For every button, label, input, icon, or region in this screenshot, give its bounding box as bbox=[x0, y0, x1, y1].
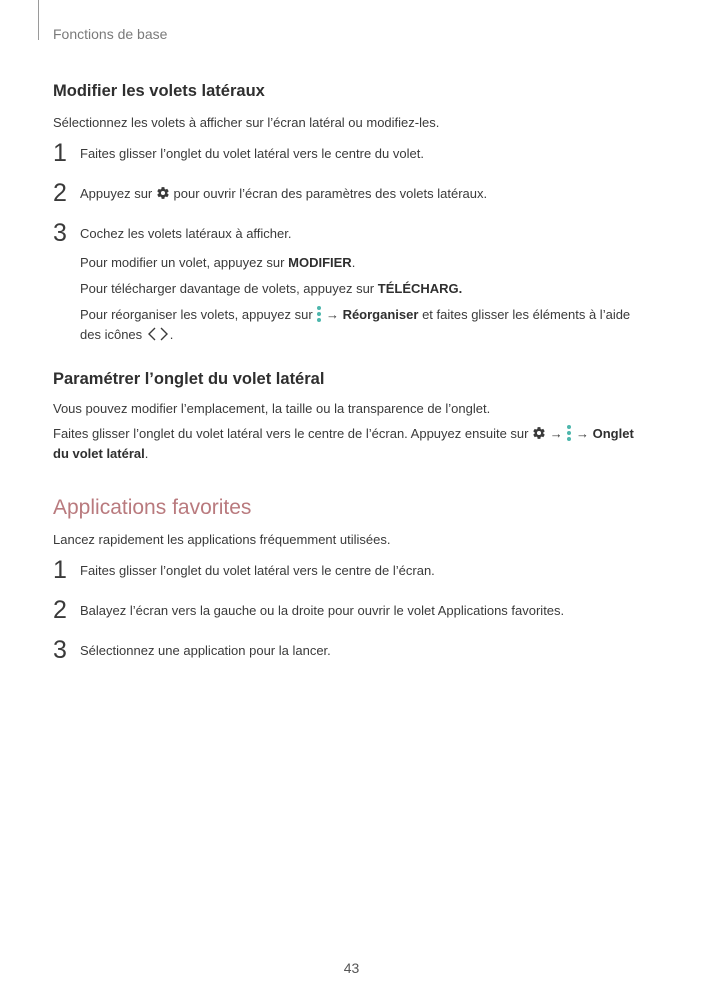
sub-text: Pour modifier un volet, appuyez sur bbox=[80, 255, 285, 270]
heading-parametrer-onglet: Paramétrer l’onglet du volet latéral bbox=[53, 370, 325, 388]
sub-text: et faites glisser les éléments à l’aide des icônes bbox=[80, 307, 631, 342]
reorder-arrows-icon bbox=[146, 326, 170, 342]
step-text: Cochez les volets latéraux à afficher. bbox=[80, 226, 292, 241]
step-text: Faites glisser l’onglet du volet latéral vers le centre du volet. bbox=[80, 146, 424, 161]
step-3 bbox=[53, 219, 653, 247]
step-2 bbox=[53, 596, 653, 624]
sub-text: Pour réorganiser les volets, appuyez sur bbox=[80, 307, 313, 322]
sub-instruction-reorganiser bbox=[80, 305, 653, 345]
para-text: Faites glisser l’onglet du volet latéral vers le centre de l’écran. Appuyez ensuite sur bbox=[53, 426, 529, 441]
step-text: Faites glisser l’onglet du volet latéral vers le centre de l’écran. bbox=[80, 563, 435, 578]
paragraph-onglet-1: Vous pouvez modifier l’emplacement, la taille ou la transparence de l’onglet. bbox=[53, 401, 491, 416]
step-text: Balayez l’écran vers la gauche ou la droite pour ouvrir le volet Applications favorites. bbox=[80, 603, 565, 618]
label-modifier: MODIFIER bbox=[288, 255, 352, 270]
para-text: . bbox=[144, 446, 149, 461]
sub-instruction-telecharg bbox=[80, 279, 653, 299]
step-1 bbox=[53, 556, 653, 584]
step-text-before: Appuyez sur bbox=[80, 186, 153, 201]
sub-instruction-modifier bbox=[80, 253, 653, 273]
step-text-after: pour ouvrir l’écran des paramètres des volets latéraux. bbox=[173, 186, 488, 201]
step-text: Sélectionnez une application pour la lancer. bbox=[80, 643, 331, 658]
page-content bbox=[53, 82, 653, 664]
heading-modifier-volets: Modifier les volets latéraux bbox=[53, 82, 265, 100]
gear-icon bbox=[532, 426, 546, 440]
arrow: → bbox=[549, 426, 563, 441]
sub-text: . bbox=[169, 327, 174, 342]
paragraph-onglet-2 bbox=[53, 424, 653, 464]
page-number: 43 bbox=[343, 960, 360, 976]
step-number: 2 bbox=[53, 179, 67, 207]
step-number: 1 bbox=[53, 556, 67, 584]
arrow: → bbox=[575, 426, 589, 441]
step-2 bbox=[53, 179, 653, 207]
intro-modifier-volets: Sélectionnez les volets à afficher sur l’écran latéral ou modifiez-les. bbox=[53, 115, 440, 130]
intro-applications-favorites: Lancez rapidement les applications fréquemment utilisées. bbox=[53, 532, 391, 547]
step-number: 2 bbox=[53, 596, 67, 624]
label-reorganiser: Réorganiser bbox=[342, 307, 419, 322]
sub-text: . bbox=[351, 255, 356, 270]
step-1 bbox=[53, 139, 653, 167]
sub-text: Pour télécharger davantage de volets, appuyez sur bbox=[80, 281, 375, 296]
arrow: → bbox=[325, 307, 339, 322]
label-onglet-volet: Onglet du volet latéral bbox=[53, 426, 634, 461]
step-number: 3 bbox=[53, 219, 67, 247]
step-number: 3 bbox=[53, 636, 67, 664]
section-header: Fonctions de base bbox=[53, 26, 168, 42]
step-number: 1 bbox=[53, 139, 67, 167]
step-3 bbox=[53, 636, 653, 664]
heading-applications-favorites: Applications favorites bbox=[53, 496, 252, 519]
header-rule bbox=[38, 0, 39, 40]
step-text bbox=[80, 179, 487, 204]
more-options-icon bbox=[316, 305, 322, 323]
gear-icon bbox=[156, 186, 170, 200]
label-telecharg: TÉLÉCHARG. bbox=[377, 281, 463, 296]
more-options-icon bbox=[566, 424, 572, 442]
